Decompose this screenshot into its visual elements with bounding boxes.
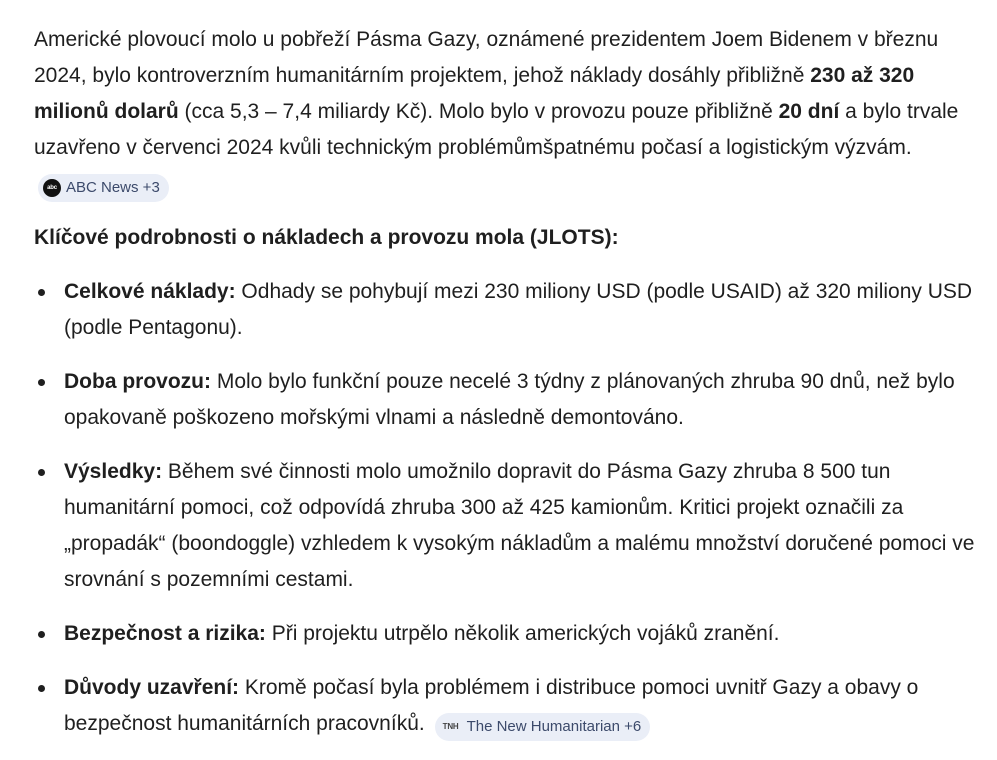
intro-paragraph <box>34 22 979 202</box>
list-item-label: Důvody uzavření: <box>64 676 240 699</box>
list-item-operation-time <box>34 364 979 436</box>
list-item-total-cost <box>34 274 979 346</box>
details-list <box>34 274 979 742</box>
source-chip-new-humanitarian[interactable] <box>435 713 651 741</box>
list-item-label: Výsledky: <box>64 460 163 483</box>
intro-cost-highlight: 230 až 320 milionů dolarů <box>34 64 915 123</box>
abc-news-icon: abc <box>43 179 61 197</box>
list-item-text: Kromě počasí byla problémem i distribuce pomoci uvnitř Gazy a obavy o bezpečnost humanitárních pracovníků. <box>64 676 919 735</box>
section-heading: Klíčové podrobnosti o nákladech a provozu mola (JLOTS): <box>34 226 619 249</box>
list-item-label: Doba provozu: <box>64 370 211 393</box>
intro-text-1: Americké plovoucí molo u pobřeží Pásma Gazy, oznámené prezidentem Joem Bidenem v březnu 2024, bylo kontroverzním humanitárním projektem, jehož náklady dosáhly přibližně <box>34 28 939 87</box>
list-item-text: Během své činnosti molo umožnilo dopravit do Pásma Gazy zhruba 8 500 tun humanitární pomoci, což odpovídá zhruba 300 až 425 kamionům. Kritici projekt označili za „propadák“ (boondoggle) vzhledem k vysokým nákladům a malému množství doručené pomoci ve srovnání s pozemními cestami. <box>64 460 975 591</box>
the-new-humanitarian-icon: TNH <box>442 722 459 731</box>
intro-duration-highlight: 20 dní <box>778 100 840 123</box>
source-chip-label: ABC News +3 <box>66 179 160 196</box>
list-item-text: Při projektu utrpělo několik amerických vojáků zranění. <box>265 622 780 645</box>
list-item-text: Odhady se pohybují mezi 230 miliony USD (podle USAID) až 320 miliony USD (podle Pentagonu). <box>64 280 973 339</box>
list-item-text: Molo bylo funkční pouze necelé 3 týdny z plánovaných zhruba 90 dnů, než bylo opakovaně poškozeno mořskými vlnami a následně demontováno. <box>64 370 955 429</box>
source-chip-abc-news[interactable] <box>38 174 169 202</box>
list-item-safety <box>34 616 979 652</box>
list-item-label: Bezpečnost a rizika: <box>64 622 266 645</box>
list-item-closure-reasons <box>34 670 979 742</box>
source-chip-label: The New Humanitarian +6 <box>466 718 642 735</box>
list-item-results <box>34 454 979 598</box>
answer-content <box>34 22 979 760</box>
intro-text-2: (cca 5,3 – 7,4 miliardy Kč). Molo bylo v provozu pouze přibližně <box>178 100 779 123</box>
list-item-label: Celkové náklady: <box>64 280 236 303</box>
intro-text-3: a bylo trvale uzavřeno v červenci 2024 kvůli technickým problémůmšpatnému počasí a logistickým výzvám. <box>34 100 959 159</box>
